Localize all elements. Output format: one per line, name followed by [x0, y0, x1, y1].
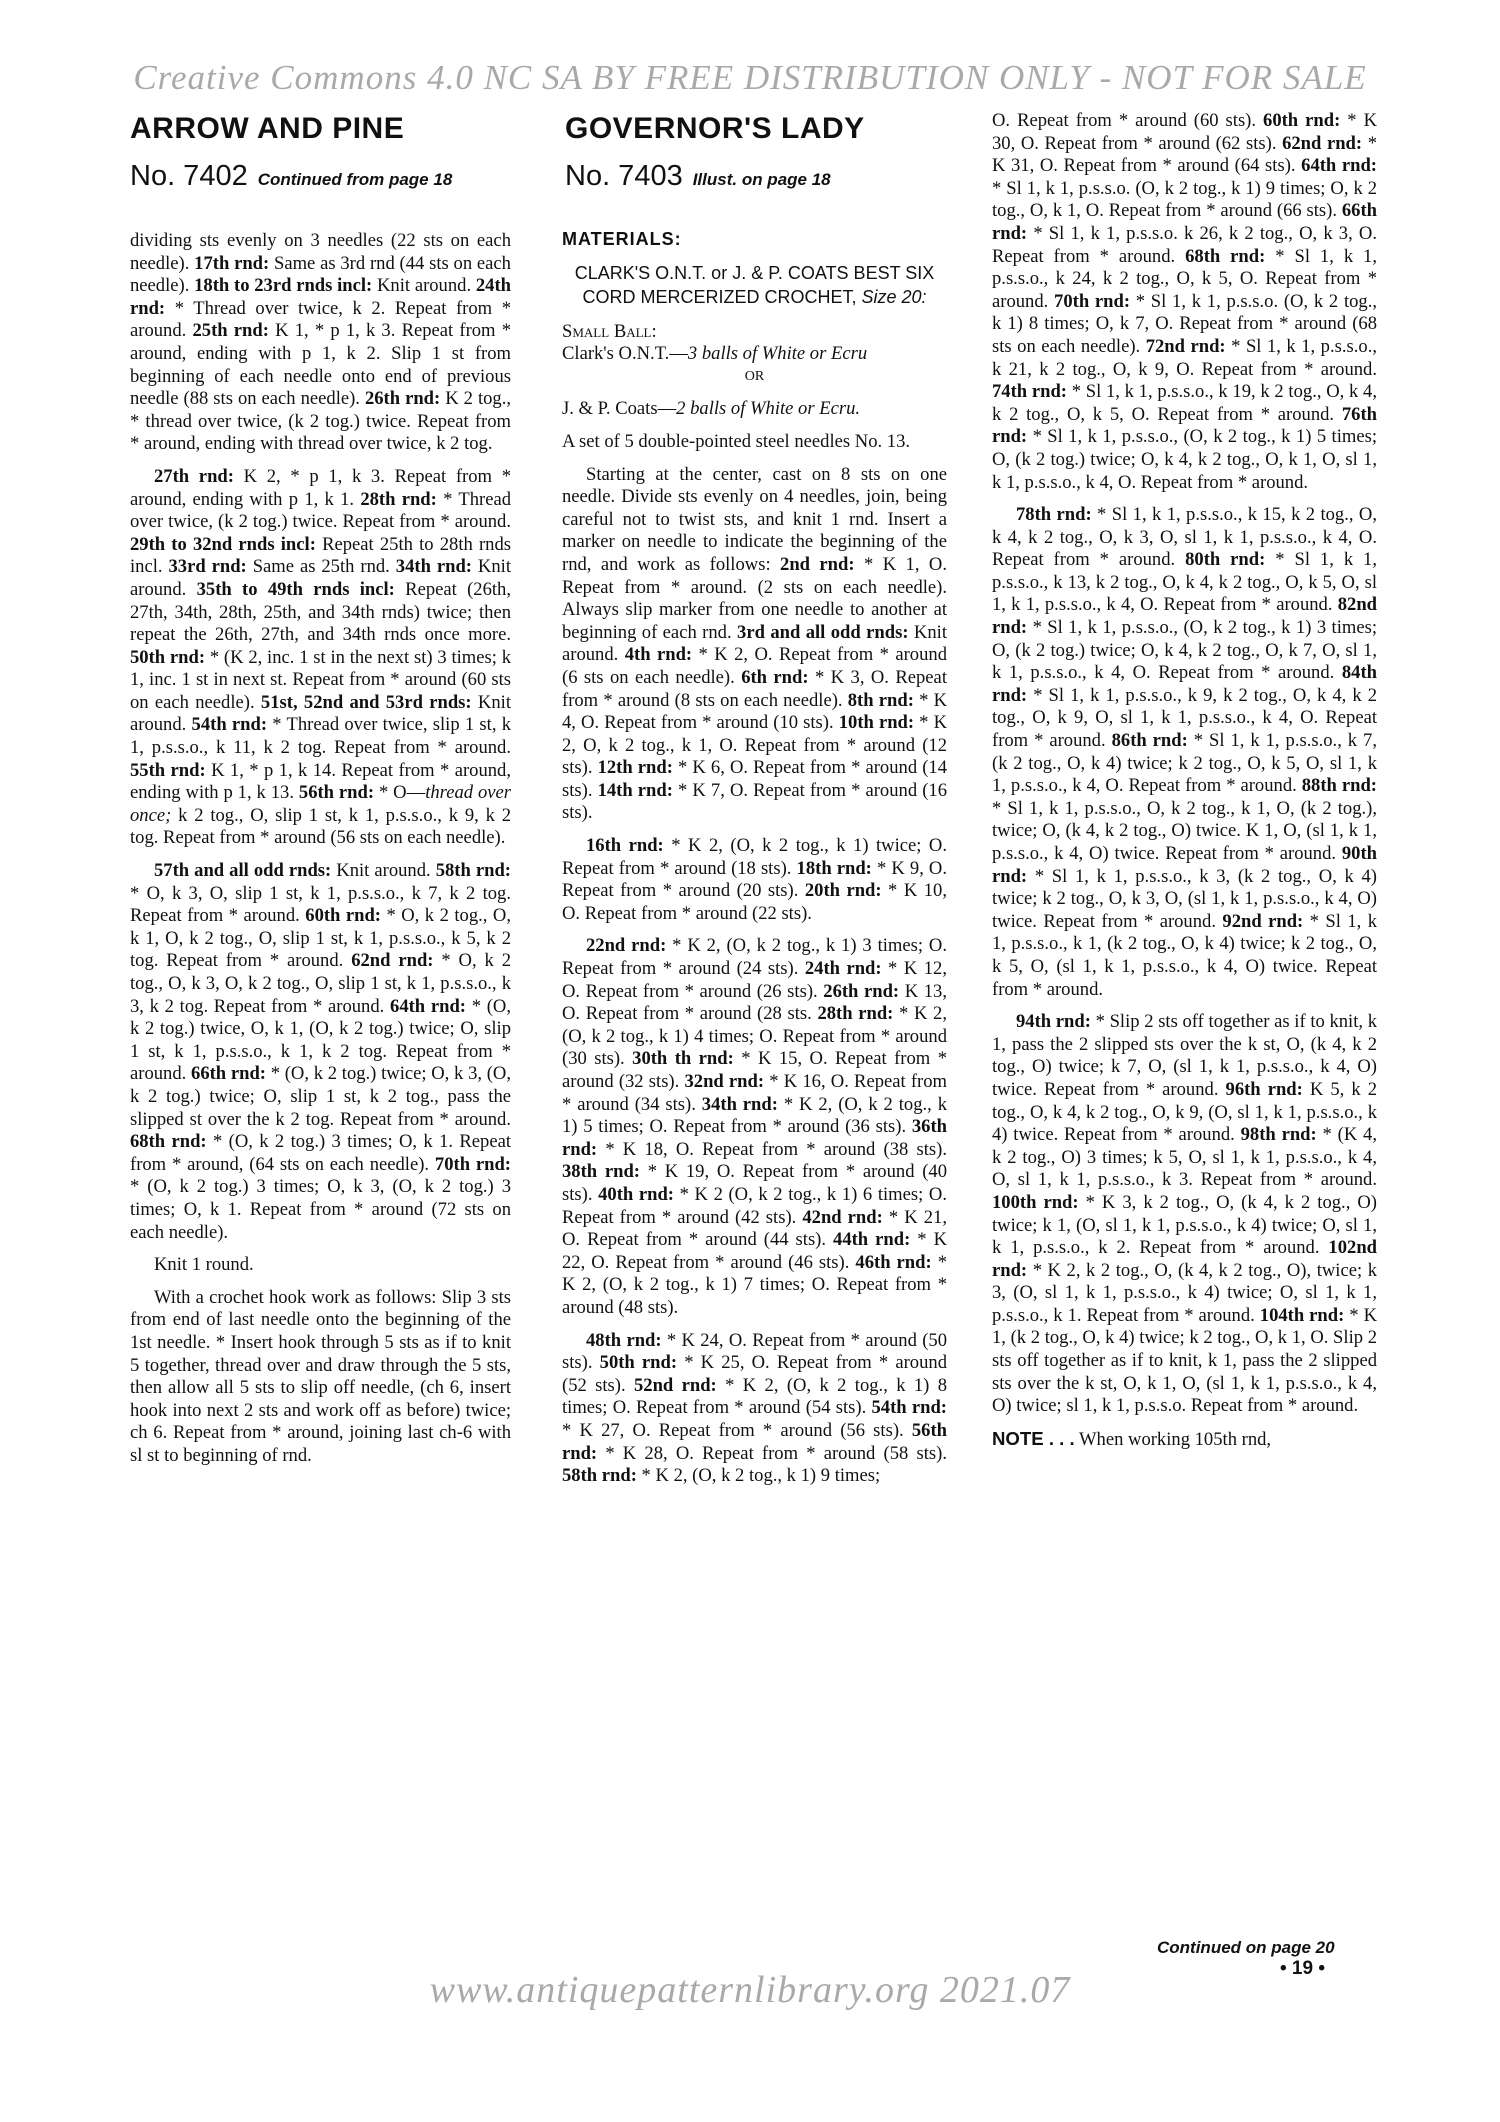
pattern-title-governors-lady: GOVERNOR'S LADY	[565, 112, 865, 145]
note-label: NOTE . . .	[992, 1427, 1075, 1449]
material-option-2: J. & P. Coats—2 balls of White or Ecru.	[562, 398, 861, 420]
illustration-note: Illust. on page 18	[692, 170, 831, 189]
instruction-paragraph: 22nd rnd: * K 2, (O, k 2 tog., k 1) 3 times; O. Repeat from * around (24 sts). 24th rnd: * K 12, O. Repeat from * around (26 sts). 26th rnd: K 13, O. Repeat from * around (28 sts. 28th rnd: * K 2, (O, k 2 tog., k 1) 4 times; O. Repeat from * around (30 sts). 30th th rnd: * K 15, O. Repeat from * around (32 sts). 32nd rnd: * K 16, O. Repeat from * around (34 sts). 34th rnd: * K 2, (O, k 2 tog., k 1) 5 times; O. Repeat from * around (36 sts). 36th rnd: * K 18, O. Repeat from * around (38 sts). 38th rnd: * K 19, O. Repeat from * around (40 sts). 40th rnd: * K 2 (O, k 2 tog., k 1) 6 times; O. Repeat from * around (42 sts). 42nd rnd: * K 21, O. Repeat from * around (44 sts). 44th rnd: * K 22, O. Repeat from * around (46 sts). 46th rnd: * K 2, (O, k 2 tog., k 1) 7 times; O. Repeat from * around (48 sts).	[562, 935, 948, 1318]
page-number: • 19 •	[1280, 1958, 1325, 1979]
pattern-number-7403	[565, 160, 831, 193]
pattern-title-arrow-and-pine: ARROW AND PINE	[130, 112, 405, 145]
footer-url-watermark: www.antiquepatternlibrary.org 2021.07	[429, 1969, 1071, 2011]
column-2-instructions	[562, 431, 947, 1488]
note	[992, 1428, 1377, 1452]
continued-note: Continued from page 18	[257, 170, 453, 189]
materials-heading: MATERIALS:	[562, 229, 682, 249]
instruction-paragraph: 48th rnd: * K 24, O. Repeat from * around (50 sts). 50th rnd: * K 25, O. Repeat from * around (52 sts). 52nd rnd: * K 2, (O, k 2 tog., k 1) 8 times; O. Repeat from * around (54 sts). 54th rnd: * K 27, O. Repeat from * around (56 sts). 56th rnd: * K 28, O. Repeat from * around (58 sts). 58th rnd: * K 2, (O, k 2 tog., k 1) 9 times;	[562, 1329, 947, 1487]
column-1-text	[130, 230, 511, 1477]
license-banner: Creative Commons 4.0 NC SA BY FREE DISTRIBUTION ONLY - NOT FOR SALE	[133, 58, 1367, 97]
instruction-paragraph: 16th rnd: * K 2, (O, k 2 tog., k 1) twice; O. Repeat from * around (18 sts). 18th rnd: * K 9, O. Repeat from * around (20 sts). 20th rnd: * K 10, O. Repeat from * around (22 sts).	[562, 835, 948, 924]
instruction-paragraph: 78th rnd: * Sl 1, k 1, p.s.s.o., k 15, k 2 tog., O, k 4, k 2 tog., O, k 3, O, sl 1, k 1, p.s.s.o., k 4, O. Repeat from * around. 80th rnd: * Sl 1, k 1, p.s.s.o., k 13, k 2 tog., O, k 4, k 2 tog., O, k 5, O, sl 1, k 1, p.s.s.o., k 4, O. Repeat from * around. 82nd rnd: * Sl 1, k 1, p.s.s.o., (O, k 2 tog., k 1) 3 times; O, (k 2 tog.) twice; O, k 4, k 2 tog., O, k 7, O, sl 1, k 1, p.s.s.o., k 4, O. Repeat from * around. 84th rnd: * Sl 1, k 1, p.s.s.o., k 9, k 2 tog., O, k 4, k 2 tog., O, k 9, O, sl 1, k 1, p.s.s.o., k 4, O. Repeat from * around. 86th rnd: * Sl 1, k 1, p.s.s.o., k 7, (k 2 tog., O, k 4) twice; k 2 tog., O, k 5, O, sl 1, k 1, p.s.s.o., k 4, O. Repeat from * around. 88th rnd: * Sl 1, k 1, p.s.s.o., O, k 2 tog., k 1, O, (k 2 tog.), twice; O, (k 4, k 2 tog., O) twice. K 1, O, (sl 1, k 1, p.s.s.o., k 4, O) twice. Repeat from * around. 90th rnd: * Sl 1, k 1, p.s.s.o., k 3, (k 2 tog., O, k 4) twice; k 2 tog., O, k 3, O, (sl 1, k 1, p.s.s.o., k 4, O) twice. Repeat from * around. 92nd rnd: * Sl 1, k 1, p.s.s.o., k 1, (k 2 tog., O, k 4) twice; k 2 tog., O, k 5, O, (sl 1, k 1, p.s.s.o., k 4, O) twice. Repeat from * around.	[992, 504, 1378, 1000]
or-label: OR	[744, 368, 765, 384]
column-3-instructions	[992, 110, 1377, 1418]
instruction-paragraph: O. Repeat from * around (60 sts). 60th rnd: * K 30, O. Repeat from * around (62 sts). 62nd rnd: * K 31, O. Repeat from * around (64 sts). 64th rnd: * Sl 1, k 1, p.s.s.o. (O, k 2 tog., k 1) 9 times; O, k 2 tog., O, k 1, O. Repeat from * around (66 sts). 66th rnd: * Sl 1, k 1, p.s.s.o. k 26, k 2 tog., O, k 3, O. Repeat from * around. 68th rnd: * Sl 1, k 1, p.s.s.o., k 24, k 2 tog., O, k 5, O. Repeat from * around. 70th rnd: * Sl 1, k 1, p.s.s.o. (O, k 2 tog., k 1) 8 times; O, k 7, O. Repeat from * around (68 sts on each needle). 72nd rnd: * Sl 1, k 1, p.s.s.o., k 21, k 2 tog., O, k 9, O. Repeat from * around. 74th rnd: * Sl 1, k 1, p.s.s.o., k 19, k 2 tog., O, k 4, k 2 tog., O, k 5, O. Repeat from * around. 76th rnd: * Sl 1, k 1, p.s.s.o., (O, k 2 tog., k 1) 5 times; O, (k 2 tog.) twice; O, k 4, k 2 tog., O, k 1, O, sl 1, k 1, p.s.s.o., k 4, O. Repeat from * around.	[992, 110, 1377, 493]
instruction-paragraph: With a crochet hook work as follows: Slip 3 sts from end of last needle onto the beginning of the 1st needle. * Insert hook through 5 sts as if to knit 5 together, thread over and draw through the 5 sts, then allow all 5 sts to slip off needle, (ch 6, insert hook into next 2 sts and work off as before) twice; ch 6. Repeat from * around, joining last ch-6 with sl st to beginning of rnd.	[130, 1286, 511, 1466]
small-ball-label: Small Ball:	[562, 320, 657, 342]
instruction-paragraph: 57th and all odd rnds: Knit around. 58th rnd: * O, k 3, O, slip 1 st, k 1, p.s.s.o., k 7, k 2 tog. Repeat from * around. 60th rnd: * O, k 2 tog., O, k 1, O, k 2 tog., O, slip 1 st, k 1, p.s.s.o., k 5, k 2 tog. Repeat from * around. 62nd rnd: * O, k 2 tog., O, k 3, O, k 2 tog., O, slip 1 st, k 1, p.s.s.o., k 3, k 2 tog. Repeat from * around. 64th rnd: * (O, k 2 tog.) twice, O, k 1, (O, k 2 tog.) twice; O, slip 1 st, k 1, p.s.s.o., k 1, k 2 tog. Repeat from * around. 66th rnd: * (O, k 2 tog.) twice; O, k 3, (O, k 2 tog.) twice; O, slip 1 st, k 2 tog., pass the slipped st over the k 2 tog. Repeat from * around. 68th rnd: * (O, k 2 tog.) 3 times; O, k 1. Repeat from * around, (64 sts on each needle). 70th rnd: * (O, k 2 tog.) 3 times; O, k 3, (O, k 2 tog.) 3 times; O, k 1. Repeat from * around (72 sts on each needle).	[130, 860, 512, 1243]
continued-on-page: Continued on page 20	[1157, 1938, 1335, 1957]
material-option-1: Clark's O.N.T.—3 balls of White or Ecru	[562, 343, 868, 365]
instruction-paragraph: Starting at the center, cast on 8 sts on one needle. Divide sts evenly on 4 needles, join, being careful not to twist sts, and knit 1 rnd. Insert a marker on needle to indicate the beginning of the rnd, and work as follows: 2nd rnd: * K 1, O. Repeat from * around. (2 sts on each needle). Always slip marker from one needle to another at beginning of each rnd. 3rd and all odd rnds: Knit around. 4th rnd: * K 2, O. Repeat from * around (6 sts on each needle). 6th rnd: * K 3, O. Repeat from * around (8 sts on each needle). 8th rnd: * K 4, O. Repeat from * around (10 sts). 10th rnd: * K 2, O, k 2 tog., k 1, O. Repeat from * around (12 sts). 12th rnd: * K 6, O. Repeat from * around (14 sts). 14th rnd: * K 7, O. Repeat from * around (16 sts).	[562, 463, 948, 824]
instruction-paragraph: 27th rnd: K 2, * p 1, k 3. Repeat from * around, ending with p 1, k 1. 28th rnd: * Thread over twice, (k 2 tog.) twice. Repeat from * around. 29th to 32nd rnds incl: Repeat 25th to 28th rnds incl. 33rd rnd: Same as 25th rnd. 34th rnd: Knit around. 35th to 49th rnds incl: Repeat (26th, 27th, 34th, 28th, 25th, and 34th rnds) twice; then repeat the 26th, 27th, and 34th rnds once more. 50th rnd: * (K 2, inc. 1 st in the next st) 3 times; k 1, inc. 1 st in next st. Repeat from * around (60 sts on each needle). 51st, 52nd and 53rd rnds: Knit around. 54th rnd: * Thread over twice, slip 1 st, k 1, p.s.s.o., k 11, k 2 tog. Repeat from * around. 55th rnd: K 1, * p 1, k 14. Repeat from * around, ending with p 1, k 13. 56th rnd: * O—thread over once; k 2 tog., O, slip 1 st, k 1, p.s.s.o., k 9, k 2 tog. Repeat from * around (56 sts on each needle).	[130, 465, 512, 849]
column-3-text	[992, 110, 1377, 1451]
instruction-paragraph: A set of 5 double-pointed steel needles No. 13.	[562, 430, 911, 452]
pattern-number: No. 7403	[565, 160, 683, 192]
pattern-number: No. 7402	[130, 160, 248, 192]
instruction-paragraph: Knit 1 round.	[154, 1254, 254, 1276]
materials-thread: CLARK'S O.N.T. or J. & P. COATS BEST SIX CORD MERCERIZED CROCHET, Size 20:	[574, 262, 935, 307]
pattern-number-7402	[130, 160, 452, 193]
instruction-paragraph: dividing sts evenly on 3 needles (22 sts on each needle). 17th rnd: Same as 3rd rnd (44 sts on each needle). 18th to 23rd rnds incl: Knit around. 24th rnd: * Thread over twice, k 2. Repeat from * around. 25th rnd: K 1, * p 1, k 3. Repeat from * around, ending with p 1, k 2. Slip 1 st from beginning of each needle onto end of previous needle (88 sts on each needle). 26th rnd: K 2 tog., * thread over twice, (k 2 tog.) twice. Repeat from * around, ending with thread over twice, k 2 tog.	[130, 230, 512, 455]
note-text: When working 105th rnd,	[1078, 1428, 1272, 1450]
column-2-text	[562, 228, 947, 1498]
instruction-paragraph: 94th rnd: * Slip 2 sts off together as if to knit, k 1, pass the 2 slipped sts over the k st, O, (k 4, k 2 tog., O) twice; k 7, O, (sl 1, k 1, p.s.s.o., k 4, O) twice. Repeat from * around. 96th rnd: K 5, k 2 tog., O, k 4, k 2 tog., O, k 9, (O, sl 1, k 1, p.s.s.o., k 4) twice. Repeat from * around. 98th rnd: * (K 4, k 2 tog., O) 3 times; k 5, O, sl 1, k 1, p.s.s.o., k 4, O, sl 1, k 1, p.s.s.o., k 3. Repeat from * around. 100th rnd: * K 3, k 2 tog., O, (k 4, k 2 tog., O) twice; k 1, (O, sl 1, k 1, p.s.s.o., k 4) twice; O, sl 1, k 1, p.s.s.o., k 2. Repeat from * around. 102nd rnd: * K 2, k 2 tog., O, (k 4, k 2 tog., O), twice; k 3, (O, sl 1, k 1, p.s.s.o., k 4) twice; O, sl 1, k 1, p.s.s.o., k 1. Repeat from * around. 104th rnd: * K 1, (k 2 tog., O, k 4) twice; k 2 tog., O, k 1, O. Slip 2 sts off together as if to knit, k 1, pass the 2 slipped sts over the k st, O, k 1, O, (sl 1, k 1, p.s.s.o., k 4, O) twice; sl 1, k 1, p.s.s.o. Repeat from * around.	[992, 1011, 1378, 1417]
